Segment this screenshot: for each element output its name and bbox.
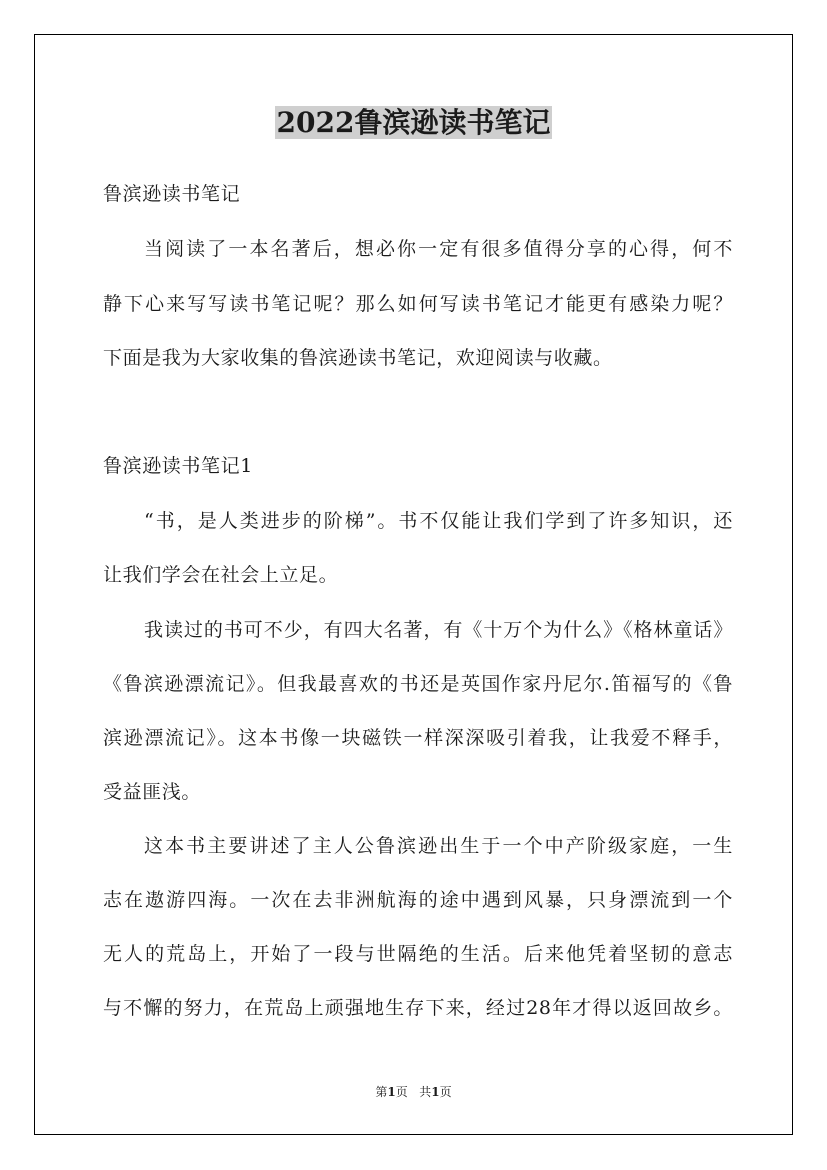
document-title (0, 103, 827, 143)
footer-page-number: 1 (387, 1085, 396, 1099)
footer-page-unit: 页 (395, 1085, 408, 1099)
para3-line-2: 志在遨游四海。一次在去非洲航海的途中遇到风暴，只身漂流到一个 (103, 889, 733, 911)
footer-total-unit: 页 (439, 1085, 452, 1099)
document-title-text: 2022鲁滨逊读书笔记 (276, 106, 551, 139)
para2-line-2: 《鲁滨逊漂流记》。但我最喜欢的书还是英国作家丹尼尔.笛福写的《鲁 (103, 673, 733, 695)
intro-line-1: 当阅读了一本名著后，想必你一定有很多值得分享的心得，何不 (144, 238, 733, 260)
section-heading: 鲁滨逊读书笔记1 (103, 455, 253, 477)
para3-line-3: 无人的荒岛上，开始了一段与世隔绝的生活。后来他凭着坚韧的意志 (103, 943, 733, 965)
para1-line-2: 让我们学会在社会上立足。 (103, 564, 339, 586)
para2-line-1: 我读过的书可不少，有四大名著，有《十万个为什么》《格林童话》 (144, 619, 733, 641)
footer-total-prefix: 共 (419, 1085, 432, 1099)
para3-line-1: 这本书主要讲述了主人公鲁滨逊出生于一个中产阶级家庭，一生 (144, 835, 733, 857)
para2-line-3: 滨逊漂流记》。这本书像一块磁铁一样深深吸引着我，让我爱不释手， (103, 727, 733, 749)
para1-line-1: “书，是人类进步的阶梯”。书不仅能让我们学到了许多知识，还 (144, 510, 733, 532)
footer-prefix: 第 (375, 1085, 388, 1099)
page-footer (0, 1084, 827, 1100)
para2-line-4: 受益匪浅。 (103, 781, 202, 803)
footer-total-pages: 1 (431, 1085, 440, 1099)
para3-line-4: 与不懈的努力，在荒岛上顽强地生存下来，经过28年才得以返回故乡。 (103, 997, 733, 1019)
intro-line-3: 下面是我为大家收集的鲁滨逊读书笔记，欢迎阅读与收藏。 (103, 347, 613, 369)
intro-line-2: 静下心来写写读书笔记呢？那么如何写读书笔记才能更有感染力呢？ (103, 293, 733, 315)
document-heading: 鲁滨逊读书笔记 (103, 183, 241, 205)
